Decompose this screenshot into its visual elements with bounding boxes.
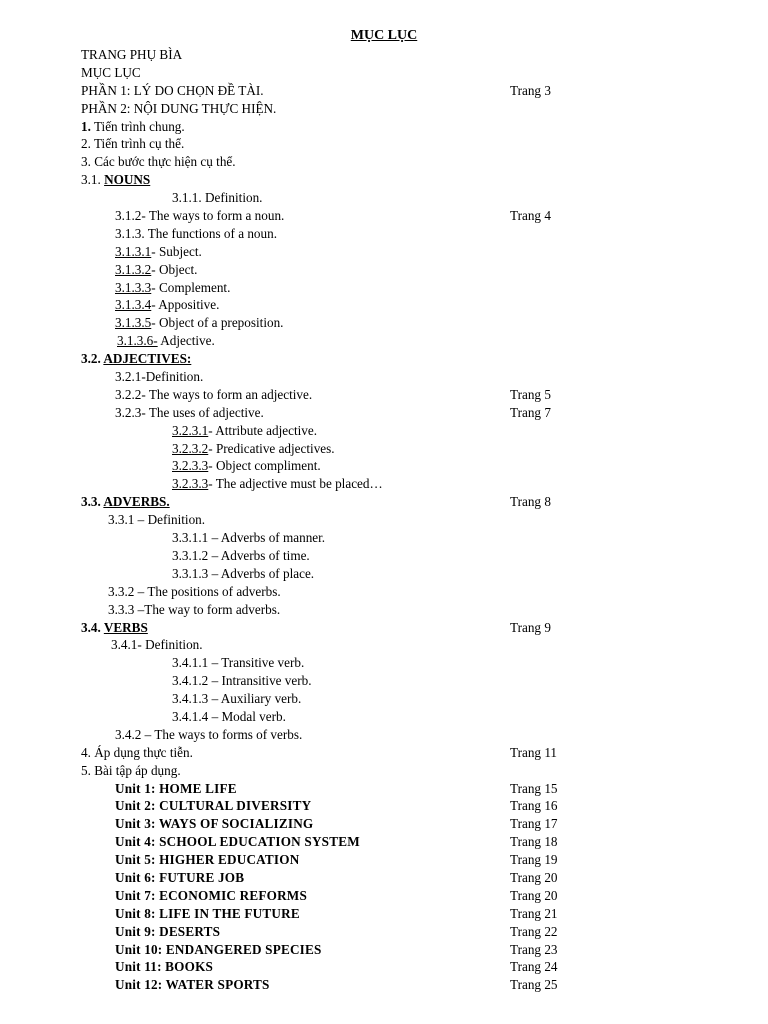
toc-row	[0, 153, 768, 171]
toc-entry-text: - Attribute adjective.	[208, 422, 318, 438]
toc-unit-row	[0, 780, 768, 798]
toc-row	[0, 350, 768, 368]
toc-entry	[115, 314, 283, 332]
toc-unit-row	[0, 851, 768, 869]
toc-entry	[115, 797, 311, 815]
toc-entry-text: - Subject.	[151, 243, 202, 259]
toc-unit-row	[0, 869, 768, 887]
toc-row	[0, 619, 768, 637]
toc-entry	[172, 475, 383, 493]
toc-entry-text: 3.4.2 – The ways to forms of verbs.	[115, 726, 303, 742]
toc-entry	[115, 976, 270, 994]
toc-page-number: Trang 8	[510, 494, 551, 510]
toc-entry-text: 3.4.1- Definition.	[111, 637, 203, 653]
toc-unit-row	[0, 905, 768, 923]
toc-row	[0, 493, 768, 511]
toc-entry-text: Bài tập áp dụng.	[90, 762, 181, 778]
toc-entry-text: 3.3.3 –The way to form adverbs.	[108, 601, 281, 617]
toc-entry	[115, 780, 237, 798]
toc-entry	[81, 762, 181, 780]
toc-entry-text: - Predicative adjectives.	[208, 440, 335, 456]
toc-entry	[115, 923, 220, 941]
toc-page-number: Trang 7	[510, 404, 551, 420]
toc-entry-number: 3.3.	[81, 494, 104, 510]
toc-entry-number: 4.	[81, 744, 91, 760]
toc-entry-number: 3.1.3.1	[115, 243, 152, 259]
toc-row	[0, 296, 768, 314]
toc-page-number: Trang 5	[510, 386, 551, 402]
toc-entry-text: - Object compliment.	[208, 458, 321, 474]
toc-entry-number: 3.1.	[81, 172, 105, 188]
toc-entry-text: Các bước thực hiện cụ thể.	[90, 154, 236, 170]
toc-entry	[172, 189, 262, 207]
toc-entry-number: 1.	[81, 118, 91, 134]
toc-entry-number: 3.	[81, 154, 91, 170]
toc-row	[0, 457, 768, 475]
toc-entry	[172, 708, 286, 726]
toc-page-number: Trang 20	[510, 887, 558, 903]
toc-entry	[172, 547, 310, 565]
toc-entry-text: Unit 6: FUTURE JOB	[115, 869, 245, 885]
toc-row	[0, 583, 768, 601]
toc-entry	[108, 583, 281, 601]
toc-row	[0, 100, 768, 118]
toc-page-number: Trang 25	[510, 977, 558, 993]
toc-page-number: Trang 16	[510, 798, 558, 814]
toc-entry	[115, 941, 322, 959]
toc-page-number: Trang 11	[510, 744, 558, 760]
toc-page-number: Trang 24	[510, 959, 558, 975]
toc-entry-text: Unit 12: WATER SPORTS	[115, 977, 270, 993]
toc-entry	[115, 296, 219, 314]
toc-entry-text: NOUNS	[104, 172, 151, 188]
toc-entry-text: Unit 3: WAYS OF SOCIALIZING	[115, 816, 314, 832]
toc-entry-text: Unit 1: HOME LIFE	[115, 780, 237, 796]
toc-entry-text: Unit 4: SCHOOL EDUCATION SYSTEM	[115, 834, 360, 850]
toc-entry-text: - Object.	[151, 261, 198, 277]
toc-entry	[81, 350, 191, 368]
toc-entry-text: MỤC LỤC	[81, 64, 141, 80]
toc-entry	[115, 905, 300, 923]
toc-entry	[115, 261, 197, 279]
toc-entry-text: Unit 2: CULTURAL DIVERSITY	[115, 798, 312, 814]
toc-entry	[81, 118, 185, 136]
toc-entry	[172, 440, 335, 458]
toc-entry	[172, 565, 314, 583]
toc-unit-row	[0, 887, 768, 905]
toc-unit-row	[0, 797, 768, 815]
toc-entry-text: - Complement.	[151, 279, 231, 295]
toc-entry	[81, 744, 193, 762]
toc-row	[0, 762, 768, 780]
toc-entry-text: - The adjective must be placed…	[208, 476, 383, 492]
toc-page-number: Trang 4	[510, 208, 551, 224]
toc-row	[0, 422, 768, 440]
toc-row	[0, 225, 768, 243]
toc-entry	[115, 404, 264, 422]
toc-row	[0, 189, 768, 207]
toc-entry-text: PHẦN 2: NỘI DUNG THỰC HIỆN.	[81, 100, 277, 116]
toc-entry	[172, 654, 304, 672]
toc-entry	[115, 887, 307, 905]
toc-row	[0, 46, 768, 64]
toc-row	[0, 243, 768, 261]
toc-entry-text: VERBS	[103, 619, 148, 635]
toc-entry-text: 3.2.1-Definition.	[115, 369, 204, 385]
toc-row	[0, 654, 768, 672]
toc-row	[0, 601, 768, 619]
toc-entry-text: Unit 7: ECONOMIC REFORMS	[115, 887, 307, 903]
toc-entry	[115, 833, 360, 851]
toc-row	[0, 726, 768, 744]
toc-row	[0, 82, 768, 100]
toc-entry	[172, 422, 317, 440]
toc-entry-text: Áp dụng thực tiễn.	[90, 744, 193, 760]
toc-entry	[115, 726, 302, 744]
toc-entry-text: Unit 9: DESERTS	[115, 923, 221, 939]
page-title: MỤC LỤC	[350, 28, 418, 43]
toc-row	[0, 690, 768, 708]
toc-entry-text: 3.1.1. Definition.	[172, 190, 263, 206]
toc-entry	[108, 601, 280, 619]
toc-entry	[81, 619, 148, 637]
toc-entry-text: Tiến trình cụ thể.	[90, 136, 185, 152]
toc-row	[0, 744, 768, 762]
toc-entry-text: ADJECTIVES:	[103, 351, 192, 367]
toc-unit-row	[0, 833, 768, 851]
toc-row	[0, 314, 768, 332]
toc-entry-text: 3.4.1.4 – Modal verb.	[172, 708, 286, 724]
toc-entry	[81, 153, 236, 171]
toc-entry	[172, 457, 321, 475]
toc-row	[0, 636, 768, 654]
toc-entry-text: 3.3.2 – The positions of adverbs.	[108, 583, 281, 599]
toc-entry-number: 3.1.3.2	[115, 261, 152, 277]
toc-entry-number: 3.1.3.3	[115, 279, 152, 295]
toc-entry-text: Unit 11: BOOKS	[115, 959, 214, 975]
toc-entry-number: 3.2.3.2	[172, 440, 209, 456]
toc-entry-text: ADVERBS.	[103, 494, 170, 510]
toc-row	[0, 708, 768, 726]
toc-entry-text: 3.1.3. The functions of a noun.	[115, 225, 278, 241]
toc-page-number: Trang 19	[510, 852, 558, 868]
toc-row	[0, 261, 768, 279]
toc-unit-row	[0, 958, 768, 976]
toc-entry-number: 3.4.	[81, 619, 104, 635]
toc-entry	[115, 958, 213, 976]
toc-entry	[172, 690, 301, 708]
toc-row	[0, 171, 768, 189]
toc-page-number: Trang 23	[510, 941, 558, 957]
toc-entry-number: 3.1.3.4	[115, 297, 152, 313]
toc-entry	[111, 636, 203, 654]
toc-entry-text: Unit 10: ENDANGERED SPECIES	[115, 941, 322, 957]
toc-entry-text: PHẦN 1: LÝ DO CHỌN ĐỀ TÀI.	[81, 82, 264, 98]
toc-entry-number: 2.	[81, 136, 91, 152]
table-of-contents	[0, 46, 768, 994]
toc-row	[0, 207, 768, 225]
toc-row	[0, 672, 768, 690]
toc-entry-text: 3.4.1.3 – Auxiliary verb.	[172, 691, 302, 707]
toc-entry-text: - Appositive.	[151, 297, 220, 313]
toc-entry-text: 3.3.1.2 – Adverbs of time.	[172, 547, 310, 563]
toc-entry-text: Unit 8: LIFE IN THE FUTURE	[115, 905, 300, 921]
toc-entry	[81, 46, 182, 64]
toc-entry-text: 3.3.1.3 – Adverbs of place.	[172, 565, 315, 581]
toc-row	[0, 64, 768, 82]
toc-entry-text: TRANG PHỤ BÌA	[81, 47, 183, 62]
toc-unit-row	[0, 923, 768, 941]
toc-entry-text: 3.3.1.1 – Adverbs of manner.	[172, 530, 326, 546]
toc-entry-number: 3.2.3.3	[172, 476, 209, 492]
toc-unit-row	[0, 941, 768, 959]
toc-entry-text: Adjective.	[157, 333, 215, 349]
toc-page-number: Trang 20	[510, 869, 558, 885]
toc-page-number: Trang 15	[510, 780, 558, 796]
toc-entry-number: 3.2.3.3	[172, 458, 209, 474]
toc-entry	[117, 332, 215, 350]
toc-page-number: Trang 3	[510, 82, 551, 98]
toc-entry-text: 3.1.2- The ways to form a noun.	[115, 208, 285, 224]
toc-row	[0, 279, 768, 297]
toc-row	[0, 118, 768, 136]
toc-row	[0, 475, 768, 493]
toc-entry-text: 3.3.1 – Definition.	[108, 512, 206, 528]
toc-entry	[115, 279, 230, 297]
toc-entry	[115, 368, 203, 386]
toc-page-number: Trang 9	[510, 619, 551, 635]
toc-entry-text: Unit 5: HIGHER EDUCATION	[115, 852, 300, 868]
toc-entry-text: 3.2.3- The uses of adjective.	[115, 404, 264, 420]
toc-entry-number: 3.1.3.6-	[117, 333, 158, 349]
toc-row	[0, 404, 768, 422]
toc-entry-text: 3.2.2- The ways to form an adjective.	[115, 386, 313, 402]
toc-entry	[115, 207, 284, 225]
toc-entry-number: 3.2.	[81, 351, 104, 367]
toc-entry-number: 3.1.3.5	[115, 315, 152, 331]
toc-entry	[115, 243, 202, 261]
toc-entry	[81, 100, 276, 118]
toc-row	[0, 440, 768, 458]
toc-page-number: Trang 21	[510, 905, 558, 921]
toc-entry	[81, 171, 150, 189]
toc-entry-text: - Object of a preposition.	[151, 315, 284, 331]
toc-row	[0, 135, 768, 153]
toc-unit-row	[0, 976, 768, 994]
toc-entry	[115, 815, 313, 833]
toc-entry-text: 3.4.1.2 – Intransitive verb.	[172, 673, 312, 689]
toc-entry	[115, 386, 312, 404]
toc-row	[0, 547, 768, 565]
toc-page-number: Trang 17	[510, 816, 558, 832]
toc-entry	[81, 82, 264, 100]
toc-entry	[108, 511, 205, 529]
toc-row	[0, 529, 768, 547]
toc-entry	[115, 869, 244, 887]
toc-entry-number: 3.2.3.1	[172, 422, 209, 438]
toc-row	[0, 332, 768, 350]
toc-row	[0, 565, 768, 583]
toc-entry	[172, 529, 325, 547]
toc-entry-text: Tiến trình chung.	[90, 118, 185, 134]
toc-unit-row	[0, 815, 768, 833]
toc-entry	[81, 64, 141, 82]
toc-entry	[115, 225, 277, 243]
toc-page-number: Trang 22	[510, 923, 558, 939]
toc-entry	[115, 851, 299, 869]
toc-page-number: Trang 18	[510, 834, 558, 850]
toc-row	[0, 386, 768, 404]
toc-entry	[81, 135, 184, 153]
toc-entry	[172, 672, 312, 690]
toc-row	[0, 511, 768, 529]
toc-row	[0, 368, 768, 386]
toc-entry-text: 3.4.1.1 – Transitive verb.	[172, 655, 305, 671]
toc-entry-number: 5.	[81, 762, 91, 778]
toc-entry	[81, 493, 170, 511]
